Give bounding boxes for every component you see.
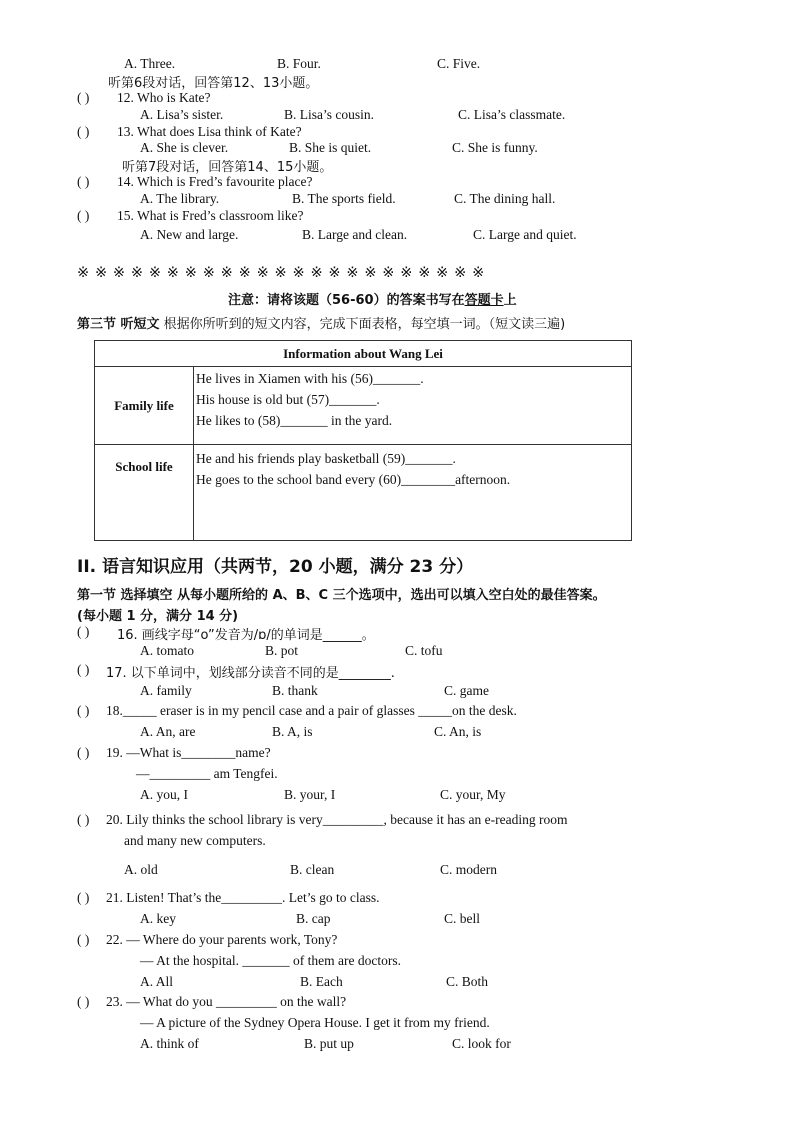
q22-option-a: A. All (140, 974, 174, 989)
q17-option-c: C. game (444, 683, 489, 698)
q20-answer-paren: ( ) (77, 812, 90, 827)
q13-answer-paren: ( ) (77, 124, 90, 139)
q12-answer-paren: ( ) (77, 90, 90, 105)
dialog7-instruction: 听第7段对话，回答第14、15小题。 (122, 160, 333, 175)
q11-option-a: A. Three. (124, 56, 176, 71)
q16-option-b: B. pot (265, 643, 299, 658)
q15-answer-paren: ( ) (77, 208, 90, 223)
q21-option-c: C. bell (444, 911, 480, 926)
q22-option-b: B. Each (300, 974, 343, 989)
section3-instruction: 根据你所听到的短文内容，完成下面表格，每空填一词。（短文读三遍) (159, 317, 566, 332)
q19-option-a: A. you, I (140, 787, 188, 802)
q23-option-c: C. look for (452, 1036, 511, 1051)
q19-option-c: C. your, My (440, 787, 506, 802)
asterisk-separator: ※ ※ ※ ※ ※ ※ ※ ※ ※ ※ ※ ※ ※ ※ ※ ※ ※ ※ ※ ※ ※ ※ ※ (77, 265, 485, 281)
family-life-label: Family life (95, 367, 194, 445)
q19-option-b: B. your, I (284, 787, 336, 802)
q14-answer-paren: ( ) (77, 174, 90, 189)
notice-prefix: 注意：请将该题（56-60）的答案书写在 (228, 293, 465, 308)
q11-option-b: B. Four. (277, 56, 321, 71)
q22-stem: 22. — Where do your parents work, Tony? (106, 932, 338, 947)
notice-answer-card: 答题卡 (464, 293, 504, 308)
q22-answer-paren: ( ) (77, 932, 90, 947)
q11-option-c: C. Five. (437, 56, 481, 71)
section1-line1: 第一节 选择填空 从每小题所给的 A、B、C 三个选项中，选出可以填入空白处的最佳答案。 (77, 588, 606, 603)
notice-suffix: 上 (503, 293, 517, 308)
q22-reply: — At the hospital. _______ of them are doctors. (140, 953, 401, 968)
q15-option-b: B. Large and clean. (302, 227, 408, 242)
q18-answer-paren: ( ) (77, 703, 90, 718)
q14-option-c: C. The dining hall. (454, 191, 556, 206)
section3-heading (77, 313, 565, 332)
q21-stem: 21. Listen! That’s the_________. Let’s go to class. (106, 890, 380, 905)
table-line-56: He lives in Xiamen with his (56)_______. (196, 371, 424, 386)
q17-option-b: B. thank (272, 683, 318, 698)
q18-option-a: A. An, are (140, 724, 196, 739)
q23-answer-paren: ( ) (77, 994, 90, 1009)
q17-option-a: A. family (140, 683, 192, 698)
q14-option-b: B. The sports field. (292, 191, 396, 206)
q16-option-c: C. tofu (405, 643, 443, 658)
info-table (94, 340, 632, 541)
q21-option-a: A. key (140, 911, 176, 926)
q20-option-b: B. clean (290, 862, 335, 877)
school-life-content (194, 445, 632, 541)
q17-answer-paren: ( ) (77, 662, 90, 677)
q18-option-b: B. A, is (272, 724, 313, 739)
q20-stem-continued: and many new computers. (124, 833, 266, 848)
q13-stem: 13. What does Lisa think of Kate? (117, 124, 302, 139)
q23-option-a: A. think of (140, 1036, 199, 1051)
q12-option-b: B. Lisa’s cousin. (284, 107, 374, 122)
q15-stem: 15. What is Fred’s classroom like? (117, 208, 304, 223)
school-life-label: School life (95, 445, 194, 541)
table-line-57: His house is old but (57)_______. (196, 392, 380, 407)
q21-answer-paren: ( ) (77, 890, 90, 905)
q13-option-c: C. She is funny. (452, 140, 538, 155)
q23-option-b: B. put up (304, 1036, 354, 1051)
q20-option-a: A. old (124, 862, 158, 877)
q19-stem: 19. —What is________name? (106, 745, 271, 760)
family-life-content (194, 367, 632, 445)
table-header: Information about Wang Lei (95, 341, 632, 367)
section1-line2: (每小题 1 分，满分 14 分) (77, 609, 239, 624)
answer-sheet-notice (228, 289, 517, 308)
q14-stem: 14. Which is Fred’s favourite place? (117, 174, 313, 189)
q23-reply: — A picture of the Sydney Opera House. I get it from my friend. (140, 1015, 490, 1030)
table-line-58: He likes to (58)_______ in the yard. (196, 413, 393, 428)
q20-option-c: C. modern (440, 862, 497, 877)
q19-reply: —_________ am Tengfei. (136, 766, 278, 781)
q22-option-c: C. Both (446, 974, 489, 989)
q23-stem: 23. — What do you _________ on the wall? (106, 994, 347, 1009)
q16-stem: 16. 画线字母“o”发音为/ɒ/的单词是______。 (117, 628, 375, 643)
q15-option-a: A. New and large. (140, 227, 239, 242)
q16-answer-paren: ( ) (77, 624, 90, 639)
q13-option-a: A. She is clever. (140, 140, 229, 155)
table-line-59: He and his friends play basketball (59)_______. (196, 451, 456, 466)
q18-stem: 18._____ eraser is in my pencil case and a pair of glasses _____on the desk. (106, 703, 517, 718)
section3-title: 第三节 听短文 (77, 317, 160, 332)
q13-option-b: B. She is quiet. (289, 140, 372, 155)
q15-option-c: C. Large and quiet. (473, 227, 577, 242)
q12-stem: 12. Who is Kate? (117, 90, 211, 105)
part2-title: II. 语言知识应用（共两节，20 小题，满分 23 分） (77, 557, 474, 577)
q14-option-a: A. The library. (140, 191, 220, 206)
q17-stem: 17. 以下单词中，划线部分读音不同的是________. (106, 666, 395, 681)
q20-stem: 20. Lily thinks the school library is very_________, because it has an e-reading room (106, 812, 568, 827)
q12-option-c: C. Lisa’s classmate. (458, 107, 566, 122)
q21-option-b: B. cap (296, 911, 331, 926)
q19-answer-paren: ( ) (77, 745, 90, 760)
q12-option-a: A. Lisa’s sister. (140, 107, 224, 122)
q16-option-a: A. tomato (140, 643, 194, 658)
dialog6-instruction: 听第6段对话，回答第12、13小题。 (108, 76, 319, 91)
q18-option-c: C. An, is (434, 724, 482, 739)
table-line-60: He goes to the school band every (60)________afternoon. (196, 472, 511, 487)
